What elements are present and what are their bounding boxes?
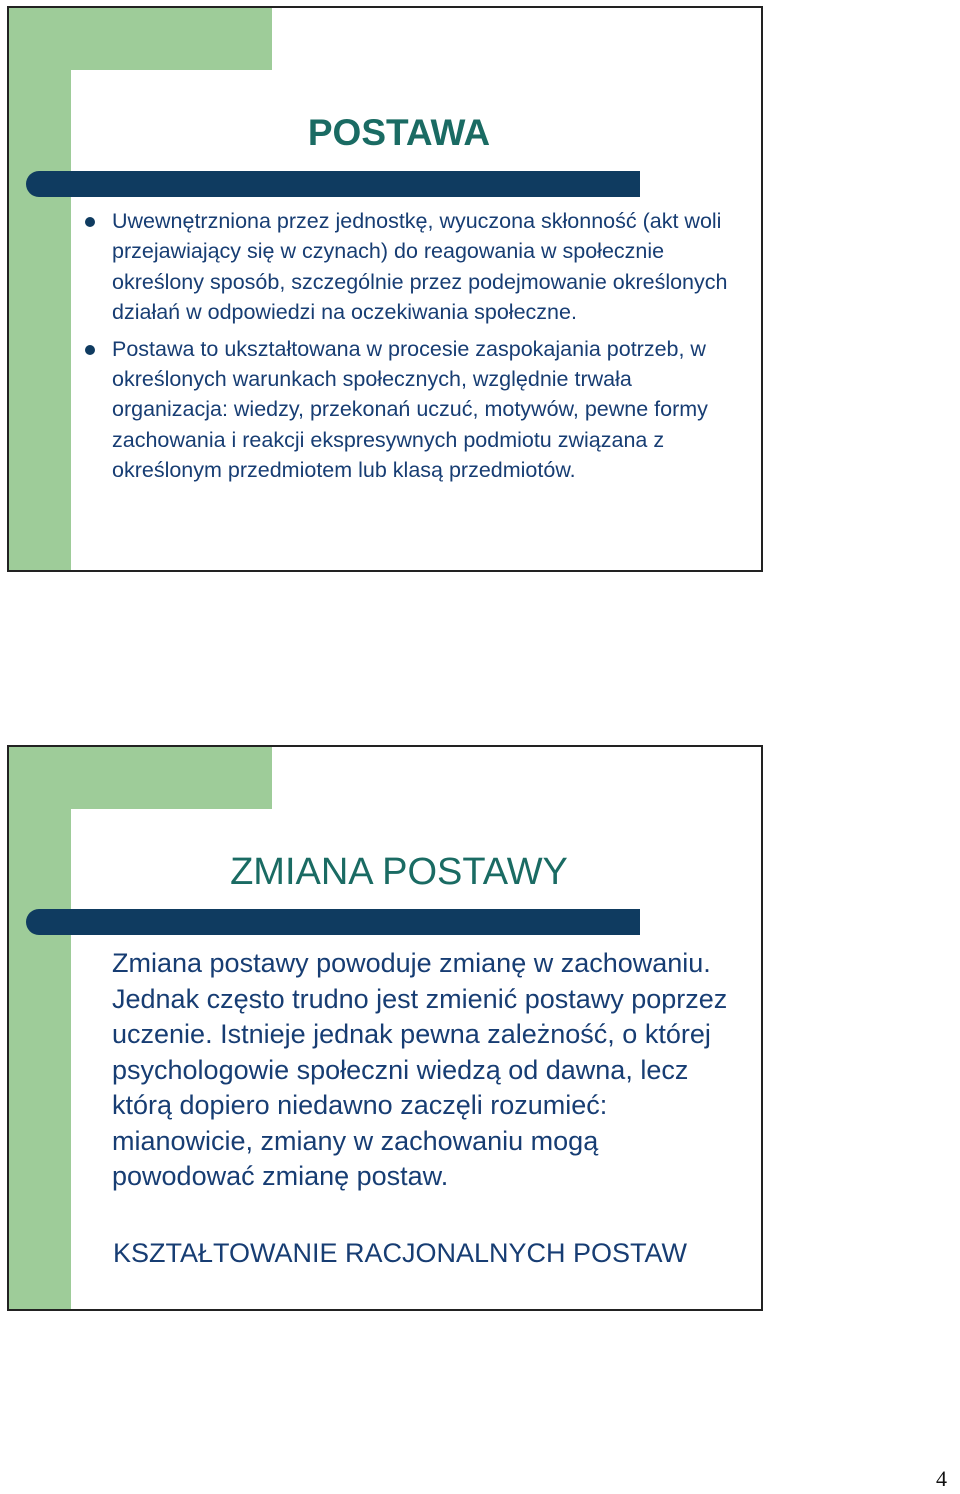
green-top-block [9,747,272,809]
corner-curve [71,70,101,100]
green-side-strip [9,747,71,1309]
slide-postawa [7,6,763,572]
bullet-item [112,206,732,328]
green-side-strip [9,8,71,570]
bullet-dot-icon [85,345,95,355]
slide-title: POSTAWA [307,112,491,153]
bullet-text: Postawa to ukształtowana w procesie zaspokajania potrzeb, w określonych warunkach społecznych, względnie trwała organizacja: wiedzy, przekonań uczuć, motywów, pewne formy zachowania i reakcji ekspresywnych podmiotu związana z określonym przedmiotem lub klasą przedmiotów. [112,336,708,483]
bullet-list [112,206,732,492]
title-divider-bar [26,171,640,197]
bullet-text: Uwewnętrzniona przez jednostkę, wyuczona skłonność (akt woli przejawiający się w czynach) do reagowania w społecznie określony sposób, szczególnie przez podejmowanie określonych działań w odpowiedzi na oczekiwania społeczne. [112,209,728,325]
slide-zmiana-postawy [7,745,763,1311]
slide-title: ZMIANA POSTAWY [230,851,568,893]
slide-subheading: KSZTAŁTOWANIE RACJONALNYCH POSTAW [112,1238,688,1268]
bullet-item [112,334,732,486]
bullet-dot-icon [85,217,95,227]
slide-body-text: Zmiana postawy powoduje zmianę w zachowaniu. Jednak często trudno jest zmienić postawy poprzez uczenie. Istnieje jednak pewna zależność, o której psychologowie społeczni wiedzą od dawna, lecz którą dopiero niedawno zaczęli rozumieć: mianowicie, zmiany w zachowaniu mogą powodować zmianę postaw. [112,948,728,1191]
page-number: 4 [936,1466,947,1491]
green-top-block [9,8,272,70]
title-divider-bar [26,909,640,935]
corner-curve [71,809,101,839]
